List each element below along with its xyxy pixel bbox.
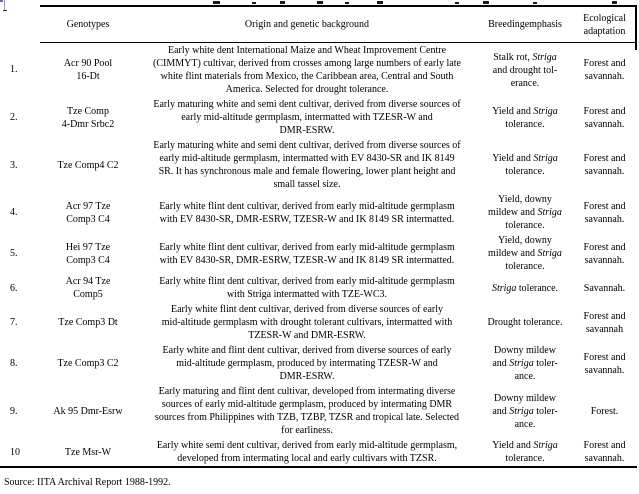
table-row — [0, 97, 637, 138]
breeding-emphasis-cell: Drought tolerance. — [487, 317, 563, 328]
ecological-adaptation-cell: Savannah. — [583, 282, 626, 294]
header-origin: Origin and genetic background — [136, 6, 478, 43]
row-number-cell: 8. — [10, 358, 18, 369]
row-number-cell: 1. — [10, 64, 18, 76]
origin-cell: Early white flint dent cultivar, derived from early mid-altitude germplasm with Striga intermatted with TZE-WC3. — [159, 276, 455, 300]
row-number-cell: 6. — [10, 282, 18, 294]
origin-cell: Early white flint dent cultivar, derived from early mid-altitude germplasm with EV 8430-SR, DMR-ESRW, TZESR-W and IK 8149 SR intermatted. — [159, 200, 455, 225]
row-number-cell: 4. — [10, 207, 18, 218]
ecological-adaptation-cell: Forest and savannah. — [583, 241, 626, 266]
corner-blue-mark — [0, 0, 3, 2]
origin-cell: Early white and flint dent cultivar, derived from diverse sources of early mid-altitude germplasm, produced by intermating TZESR-W and DMR-ESRW. — [162, 345, 452, 382]
header-ecological-adaptation: Ecological adaptation — [572, 6, 637, 43]
ecological-adaptation-cell: Forest and savannah. — [583, 153, 626, 177]
header-row — [0, 6, 637, 43]
row-number-cell: 3. — [10, 159, 18, 171]
genotype-cell: Tze Comp3 C2 — [57, 358, 119, 369]
header-breeding-emphasis: Breedingemphasis — [478, 6, 572, 43]
ecological-adaptation-cell: Forest and savannah — [583, 310, 626, 335]
table-row — [0, 302, 637, 343]
ecological-adaptation-cell: Forest and savannah. — [583, 105, 626, 130]
row-number-cell: 2. — [10, 112, 18, 123]
header-number-cell — [0, 6, 40, 43]
breeding-emphasis-cell: Downy mildew and Striga toler- ance. — [492, 345, 558, 382]
genotype-cell: Ak 95 Dmr-Esrw — [53, 405, 123, 417]
ecological-adaptation-cell: Forest. — [590, 405, 619, 417]
row-number-cell: 9. — [10, 405, 18, 417]
breeding-emphasis-cell: Yield and Striga tolerance. — [478, 438, 572, 467]
table-row — [0, 384, 637, 438]
breeding-emphasis-cell: Yield, downy mildew and Striga tolerance. — [488, 194, 562, 231]
genotype-cell: Acr 94 Tze Comp5 — [65, 276, 111, 300]
genotype-cell: Tze Comp4 C2 — [57, 159, 119, 171]
row-number-cell: 5. — [10, 248, 18, 259]
genotype-cell: Tze Comp 4-Dmr Srbc2 — [61, 105, 115, 130]
breeding-emphasis-cell: Downy mildew and Striga toler- ance. — [492, 392, 558, 430]
table-row — [0, 192, 637, 233]
origin-cell: Early white flint dent cultivar, derived from diverse sources of early mid-altitude germplasm with drought tolerant cultivars, intermatted with TZESR-W and DMR-ESRW. — [161, 304, 453, 341]
row-number-cell: 7. — [10, 317, 18, 328]
origin-cell: Early white semi dent cultivar, derived from early mid-altitude germplasm, developed from intermating local and early cultivars with TZSR. — [136, 438, 478, 467]
ecological-adaptation-cell: Forest and savannah. — [572, 438, 637, 467]
ecological-adaptation-cell: Forest and savannah. — [583, 58, 626, 82]
table-row — [0, 233, 637, 274]
table-row — [0, 343, 637, 384]
genotypes-table — [0, 5, 637, 468]
breeding-emphasis-cell: Stalk rot, Striga and drought tol- erance. — [492, 51, 558, 89]
origin-cell: Early maturing and flint dent cultivar, developed from intermating diverse sources of early mid-altitude germplasm, produced by intermating DMR sources from Philippines with TZB, TZBP, TZSR and tropical late. Selected for earliness. — [154, 386, 460, 436]
genotype-cell: Tze Comp3 Dt — [58, 317, 118, 328]
table-row — [0, 43, 637, 98]
origin-cell: Early maturing white and semi dent cultivar, derived from diverse sources of early mid-altitude germplasm, intermatted with EV 8430-SR and IK 8149 SR. It has synchronous male and female flowering, lower plant height and small tassel size. — [153, 140, 461, 190]
ecological-adaptation-cell: Forest and savannah. — [583, 200, 626, 225]
breeding-emphasis-cell: Striga tolerance. — [491, 282, 559, 294]
breeding-emphasis-cell: Yield and Striga tolerance. — [492, 153, 558, 177]
genotype-cell: Tze Msr-W — [40, 438, 136, 467]
row-number-cell: 10 — [0, 438, 40, 467]
origin-cell: Early white flint dent cultivar, derived from early mid-altitude germplasm with EV 8430-SR, DMR-ESRW, TZESR-W and IK 8149 SR intermatted. — [159, 241, 455, 266]
table-row — [0, 438, 637, 467]
source-note: Source: IITA Archival Report 1988-1992. — [4, 477, 171, 488]
breeding-emphasis-cell: Yield, downy mildew and Striga tolerance. — [488, 235, 562, 272]
breeding-emphasis-cell: Yield and Striga tolerance. — [492, 105, 558, 130]
ecological-adaptation-cell: Forest and savannah. — [583, 351, 626, 376]
header-genotypes: Genotypes — [40, 6, 136, 43]
genotype-cell: Acr 90 Pool 16-Dt — [63, 58, 113, 82]
genotype-cell: Acr 97 Tze Comp3 C4 — [65, 200, 111, 225]
origin-cell: Early white dent International Maize and Wheat Improvement Centre (CIMMYT) cultivar, derived from crosses among large numbers of early late white flint materials from Mexico, the Caribbean area, Central and South America. Selected for drought tolerance. — [153, 45, 461, 95]
origin-cell: Early maturing white and semi dent cultivar, derived from diverse sources of early mid-altitude germplasm, intermatted with TZESR-W and DMR-ESRW. — [153, 99, 461, 136]
table-row — [0, 138, 637, 192]
table-row — [0, 274, 637, 302]
genotype-cell: Hei 97 Tze Comp3 C4 — [65, 241, 111, 266]
